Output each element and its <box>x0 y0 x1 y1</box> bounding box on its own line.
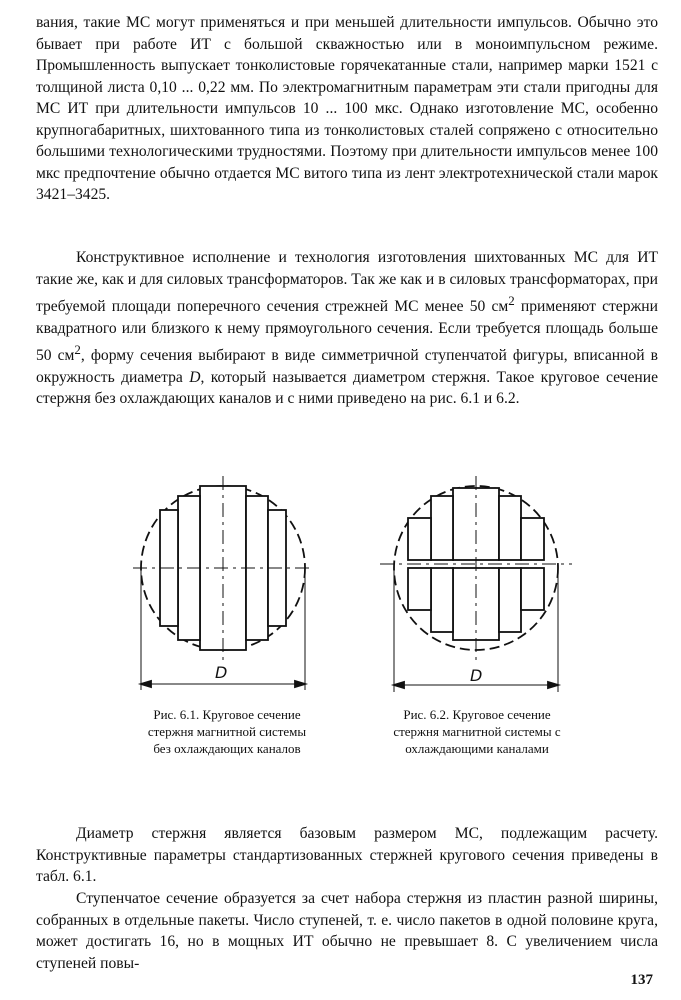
fig2-lower-left-2 <box>431 568 453 632</box>
paragraph-2-part-d: , который называется диаметром стержня. Такое круговое сечение стержня без охлаждающих каналов и с ними приведено на рис. 6.1 и 6.2. <box>36 368 658 408</box>
fig2-lower-right-3 <box>521 568 544 610</box>
fig1-caption: Рис. 6.1. Круговое сечение стержня магнитной системы без охлаждающих каналов <box>147 707 307 756</box>
fig2-upper-left-2 <box>431 496 453 560</box>
page-number: 137 <box>630 972 653 988</box>
fig2-dim-label: D <box>470 666 483 685</box>
paragraph-3: Диаметр стержня является базовым размером МС, подлежащим расчету. Конструктивные параметры стандартизованных стержней кругового сечения приведены в табл. 6.1. <box>36 825 658 885</box>
paragraph-2 <box>36 247 658 410</box>
fig2-lower-right-2 <box>499 568 521 632</box>
paragraph-2-part-b: применяют стержни квадратного или близкого к нему прямоугольного сечения. Если требуется площадь больше 50 см <box>36 298 658 365</box>
paragraph-2-part-a: Конструктивное исполнение и технология изготовления шихтованных МС для ИТ такие же, как и для силовых трансформаторов. Так же как и в силовых трансформаторах, при требуемой площади поперечного сечения стрежней МС менее 50 см <box>36 249 658 316</box>
paragraph-4: Ступенчатое сечение образуется за счет набора стержня из пластин разной ширины, собранных в отдельные пакеты. Число ступеней, т. е. число пакетов в одной половине круга, может достигать 16, но в мощных ИТ обычно не превышает 8. С увеличением числа ступеней повы- <box>36 890 658 972</box>
paragraph-1: вания, такие МС могут применяться и при меньшей длительности импульсов. Обычно это бывает при работе ИТ с большой скважностью или в моноимпульсном режиме. Промышленность выпускает тонколистовые горячекатанные стали, например марки 1521 с толщиной листа 0,10 ... 0,22 мм. По электромагнитным параметрам эти стали пригодны для МС ИТ при длительности импульсов 10 ... 100 мкс. Однако изготовление МС, особенно крупногабаритных, шихтованного типа из тонколистовых сталей сопряжено с относительно большими технологическими трудностями. Поэтому при длительности импульсов менее 100 мкс предпочтение обычно отдается МС витого типа из лент электротехнической стали марок 3421–3425. <box>36 14 658 203</box>
superscript-2a: 2 <box>508 293 515 308</box>
figure-6-1 <box>130 458 340 693</box>
fig2-caption: Рис. 6.2. Круговое сечение стержня магнитной системы с охлаждающими каналами <box>393 707 561 756</box>
fig2-upper-right-3 <box>521 518 544 560</box>
diameter-symbol: D <box>189 368 201 386</box>
fig1-dim-label: D <box>215 663 228 682</box>
figure-6-2 <box>378 456 578 696</box>
superscript-2b: 2 <box>74 342 81 358</box>
fig2-upper-left-3 <box>408 518 431 560</box>
fig2-upper-right-2 <box>499 496 521 560</box>
fig2-lower-left-3 <box>408 568 431 610</box>
paragraph-2-part-c: , форму сечения выбирают в виде симметричной ступенчатой фигуры, вписанной в окружность диаметра <box>36 347 658 386</box>
